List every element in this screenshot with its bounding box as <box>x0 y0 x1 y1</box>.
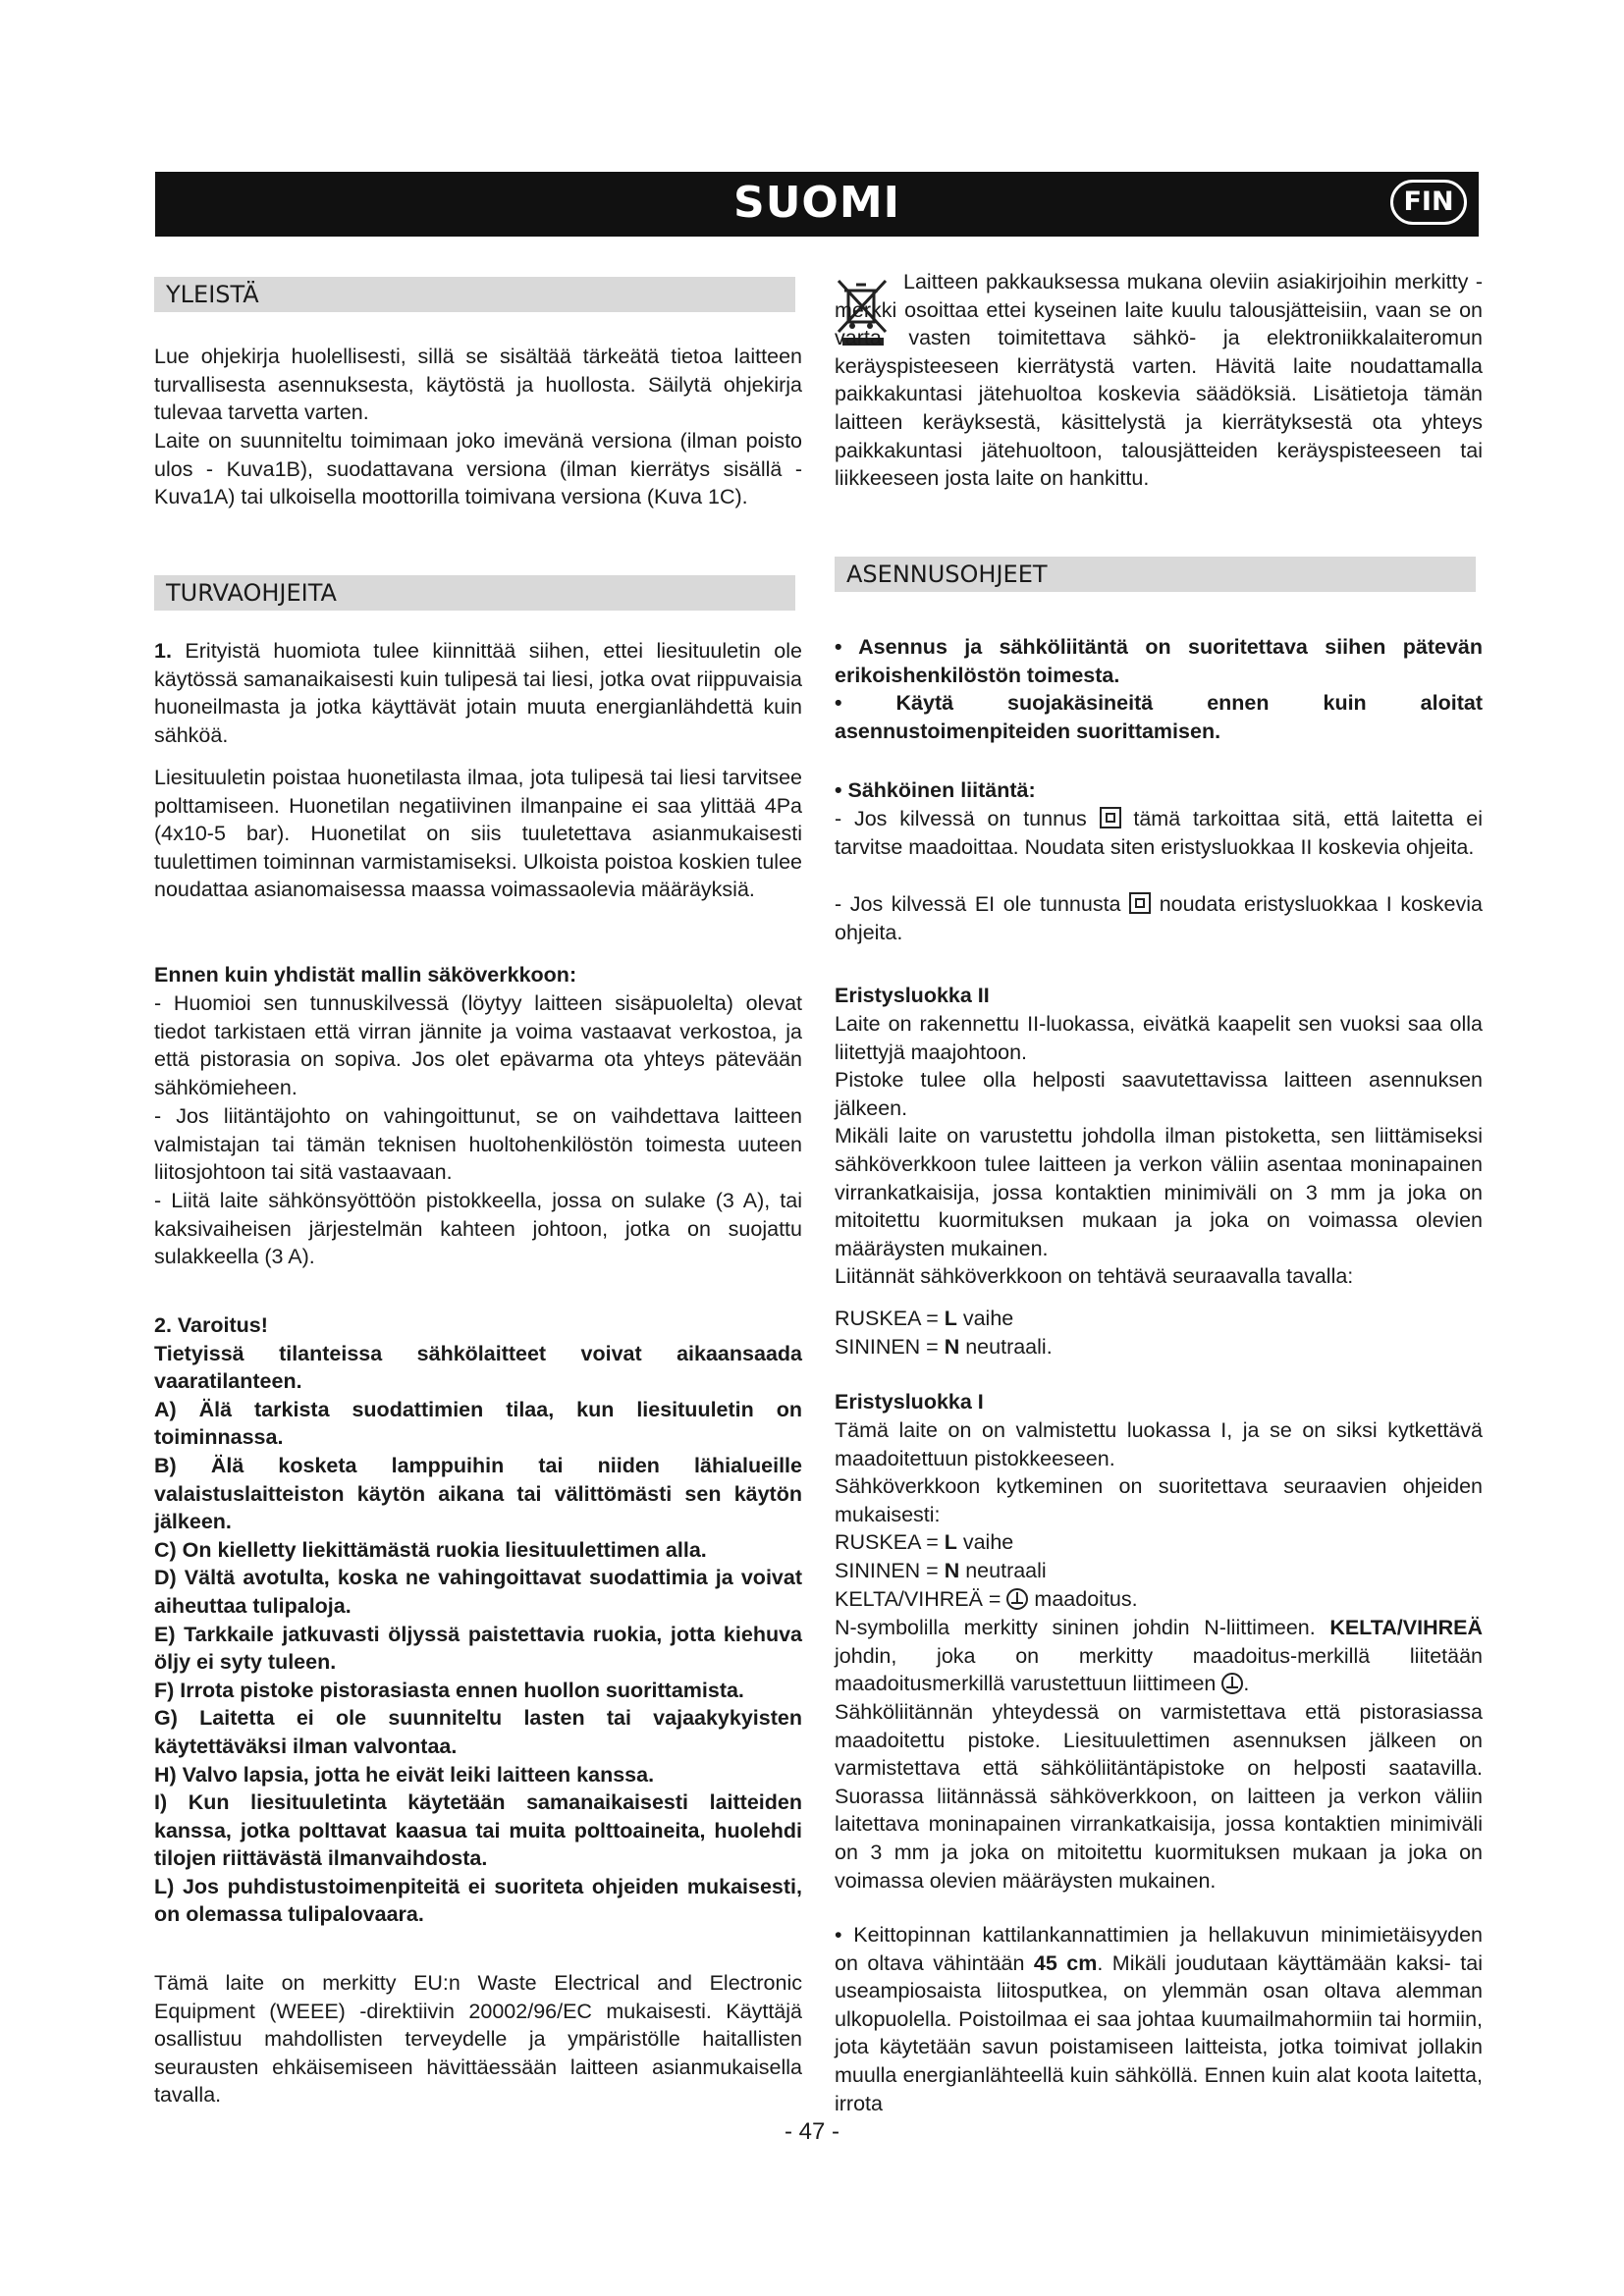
text-fragment: maadoitus. <box>1028 1587 1138 1611</box>
yleista-paragraph-1: Lue ohjekirja huolellisesti, sillä se sisältää tärkeätä tietoa laitteen turvallisesta asennuksesta, käytöstä ja huollosta. Säilytä ohjekirja tulevaa tarvetta varten. <box>154 345 802 425</box>
text-fragment: RUSKEA = <box>835 1530 945 1554</box>
class-2-blue-wire <box>835 1333 1483 1362</box>
earth-ground-icon <box>1221 1673 1243 1694</box>
weee-notice-text: Laitteen pakkauksessa mukana oleviin asiakirjoihin merkitty -merkki osoittaa ettei kyseinen laite kuulu talousjätteisiin, vaan se on varta vasten toimitettava sähkö- ja elektroniikkalaiteromun keräyspisteeseen kierrätystä varten. Hävitä laite noudattamalla paikkakuntasi jätehuoltoa koskevia säädöksiä. Lisätietoja tämän laitteen keräyksestä, käsittelystä ja kierrätyksestä ota yhteys paikkakuntasi jätehuoltoon, talousjätteiden keräyspisteeseen tai liikkeeseen josta laite on hankittu. <box>835 270 1483 491</box>
class-2-brown-wire <box>835 1305 1483 1333</box>
insulation-class-1-text: Tämä laite on on valmistettu luokassa I, ja se on siksi kytkettävä maadoitettuun pistokkeeseen. Sähköverkkoon kytkeminen on suoritettava seuraavien ohjeiden mukaisesti: <box>835 1418 1483 1526</box>
text-fragment: vaihe <box>956 1307 1014 1330</box>
section-heading-yleista: YLEISTÄ <box>154 277 795 312</box>
text-fragment: N <box>944 1559 960 1582</box>
item-number: 1. <box>154 639 172 663</box>
text-fragment: . <box>1243 1672 1250 1696</box>
hob-distance-paragraph <box>835 1921 1483 2117</box>
item-text: Erityistä huomiota tulee kiinnittää siihen, ettei liesituuletin ole käytössä samanaikaisesti kuin tulipesä tai liesi, jotka ovat riippuvaisia huoneilmasta ja jotka käyttävät jotain muuta energianlähdettä kuin sähköä. <box>154 639 802 747</box>
electrical-connection-heading: • Sähköinen liitäntä: <box>835 778 1036 802</box>
text-fragment: - Jos kilvessä on tunnus <box>835 807 1100 830</box>
electrical-connection-paragraph-1 <box>835 805 1483 861</box>
text-fragment: L <box>944 1307 957 1330</box>
text-fragment: KELTA/VIHREÄ = <box>835 1587 1007 1611</box>
banner-title: SUOMI <box>733 178 900 228</box>
text-fragment: tämä tarkoittaa sitä, että laitetta ei tarvitse maadoittaa. Noudata siten eristysluokkaa II koskevia ohjeita. <box>835 807 1483 859</box>
yleista-paragraph-2: Laite on suunniteltu toimimaan joko imevänä versiona (ilman poisto ulos - Kuva1B), suodattavana versiona (ilman kierrätys sisällä - Kuva1A) tai ulkoisella moottorilla toimivana versiona (Kuva 1C). <box>154 429 802 509</box>
weee-paragraph: Tämä laite on merkitty EU:n Waste Electrical and Electronic Equipment (WEEE) -direktiivin 20002/96/EC mukaisesti. Käyttäjä osallistuu mahdollisten terveydelle ja ympäristölle haitallisten seurausten ehkäisemiseen hävittäessään laitteen asianmukaisella tavalla. <box>154 1971 802 2108</box>
n-symbol-paragraph <box>835 1614 1483 1698</box>
language-badge: FIN <box>1390 180 1467 225</box>
text-fragment: RUSKEA = <box>835 1307 945 1330</box>
earth-ground-icon <box>1006 1588 1028 1610</box>
double-insulation-icon <box>1100 807 1121 828</box>
text-fragment: • Keittopinnan kattilankannattimien ja hellakuvun minimietäisyyden on oltava vähintään <box>835 1923 1483 1975</box>
text-fragment: N <box>944 1335 960 1359</box>
text-fragment: vaihe <box>956 1530 1014 1554</box>
safety-item-1 <box>154 637 802 749</box>
before-connecting-paragraph-1: - Huomioi sen tunnuskilvessä (löytyy laitteen sisäpuolelta) olevat tiedot tarkistaen että virran jännite ja voima vastaavat verkostoa, ja että pistorasia on sopiva. Jos olet epävarma ota yhteys pätevään sähkömieheen. <box>154 991 802 1099</box>
text-fragment: . Mikäli joudutaan käyttämään kaksi- tai useampiosaista liitosputkea, on ylemmän osan oltava alemman ulkopuolella. Poistoilmaa ei saa johtaa kuumailmahormiin tai hormiin, jota käytetään savun poistamiseen laitteista, jotka toimivat jollakin muulla energianlähteellä kuin sähköllä. Ennen kuin alat koota laitetta, irrota <box>835 1950 1484 2115</box>
class-1-brown-wire <box>835 1528 1483 1557</box>
section-heading-turvaohjeita: TURVAOHJEITA <box>154 575 795 611</box>
text-fragment: SININEN = <box>835 1335 945 1359</box>
text-fragment: N-symbolilla merkitty sininen johdin N-liittimeen. <box>835 1616 1330 1639</box>
text-fragment: SININEN = <box>835 1559 945 1582</box>
text-fragment: johdin, joka on merkitty maadoitus-merkillä liitetään maadoitusmerkillä varustettuun liittimeen <box>835 1643 1483 1696</box>
electrical-connection-paragraph-2 <box>835 890 1483 946</box>
text-fragment: KELTA/VIHREÄ <box>1329 1616 1483 1639</box>
insulation-class-2-heading: Eristysluokka II <box>835 984 990 1007</box>
warnings-block: 2. Varoitus! Tietyissä tilanteissa sähkölaitteet voivat aikaansaada vaaratilanteen. A) Älä tarkista suodattimien tilaa, kun liesituuletin on toiminnassa. B) Älä kosketa lamppuihin tai niiden lähialueille valaistuslaitteiston käytön aikana tai välittömästi sen käytön jälkeen. C) On kielletty liekittämästä ruokia liesituulettimen alla. D) Vältä avotulta, koska ne vahingoittavat suodattimia ja voivat aiheuttaa tulipaloja. E) Tarkkaile jatkuvasti öljyssä paistettavia ruokia, jotta kiehuva öljy ei syty tuleen. F) Irrota pistoke pistorasiasta ennen huollon suorittamista. G) Laitetta ei ole suunniteltu lasten tai vajaakykyisten käytettäväksi ilman valvontaa. H) Valvo lapsia, jotta he eivät leiki laitteen kanssa. I) Kun liesituuletinta käytetään samanaikaisesti laitteiden kanssa, jotka polttavat kaasua tai muita polttoaineita, huolehdi tilojen riittävästä ilmanvaihdosta. L) Jos puhdistustoimenpiteitä ei suoriteta ohjeiden mukaisesti, on olemassa tulipalovaara. <box>154 1313 802 1927</box>
language-banner <box>155 172 1479 237</box>
page-number: - 47 - <box>784 2118 839 2145</box>
before-connecting-paragraph-3: - Liitä laite sähkönsyöttöön pistokkeella, jossa on sulake (3 A), tai kaksivaiheisen järjestelmän kahteen johtoon, jotka on suojattu sulakkeella (3 A). <box>154 1189 802 1269</box>
connection-safety-paragraph: Sähköliitännän yhteydessä on varmistettava että pistorasiassa maadoitettu pistoke. Liesituulettimen asennuksen jälkeen on varmistettava että sähköliitäntäpistoke on helposti saatavilla. Suorassa liitännässä sähköverkkoon, on laitteen ja verkon väliin laitettava moninapainen virrankatkaisija, jossa kontaktien minimiväli on 3 mm ja joka on mitoitettu kuormituksen mukaan ja joka on voimassa olevien määräysten mukainen. <box>835 1700 1483 1893</box>
before-connecting-paragraph-2: - Jos liitäntäjohto on vahingoittunut, se on vaihdettava laitteen valmistajan tai tämän teknisen huoltohenkilöstön toimesta uuteen liitosjohtoon tai sitä vastaavaan. <box>154 1104 802 1185</box>
insulation-class-1-heading: Eristysluokka I <box>835 1390 984 1414</box>
insulation-class-2-text: Laite on rakennettu II-luokassa, eivätkä kaapelit sen vuoksi saa olla liitettyjä maajohtoon. Pistoke tulee olla helposti saavutettavissa laitteen asennuksen jälkeen. Mikäli laite on varustettu johdolla ilman pistoketta, sen liittämiseksi sähköverkkoon tulee laitteen ja verkon väliin asentaa moninapainen virrankatkaisija, jossa kontaktien minimiväli on 3 mm ja joka on mitoitettu kuormituksen mukaan ja joka on voimassa olevien määräysten mukainen. Liitännät sähköverkkoon on tehtävä seuraavalla tavalla: <box>835 1012 1483 1289</box>
before-connecting-heading: Ennen kuin yhdistät mallin säköverkkoon: <box>154 963 577 987</box>
section-heading-asennusohjeet: ASENNUSOHJEET <box>835 557 1476 592</box>
text-fragment: noudata eristysluokkaa I koskevia ohjeita. <box>835 892 1484 944</box>
text-fragment: - Jos kilvessä EI ole tunnusta <box>835 892 1130 916</box>
class-1-blue-wire <box>835 1557 1483 1585</box>
double-insulation-icon <box>1129 892 1151 914</box>
text-fragment: 45 cm <box>1033 1950 1098 1975</box>
class-1-earth-wire <box>835 1585 1483 1614</box>
installation-bullet-2: • Käytä suojakäsineitä ennen kuin aloitat asennustoimenpiteiden suorittamisen. <box>835 691 1483 743</box>
text-fragment: neutraali. <box>959 1335 1053 1359</box>
text-fragment: neutraali <box>959 1559 1047 1582</box>
installation-bullet-1: • Asennus ja sähköliitäntä on suoritettava siihen pätevän erikoishenkilöstön toimesta. <box>835 635 1483 687</box>
text-fragment: L <box>944 1530 957 1554</box>
safety-item-1-paragraph-2: Liesituuletin poistaa huonetilasta ilmaa, jota tulipesä tai liesi tarvitsee polttamiseen. Huonetilan negatiivinen ilmanpaine ei saa ylittää 4Pa (4x10-5 bar). Huonetilat on siis tuuletettava asianmukaisesti tuulettimen toiminnan varmistamiseksi. Ulkoista poistoa koskien tulee noudattaa asianomaisessa maassa voimassaolevia määräyksiä. <box>154 766 802 902</box>
